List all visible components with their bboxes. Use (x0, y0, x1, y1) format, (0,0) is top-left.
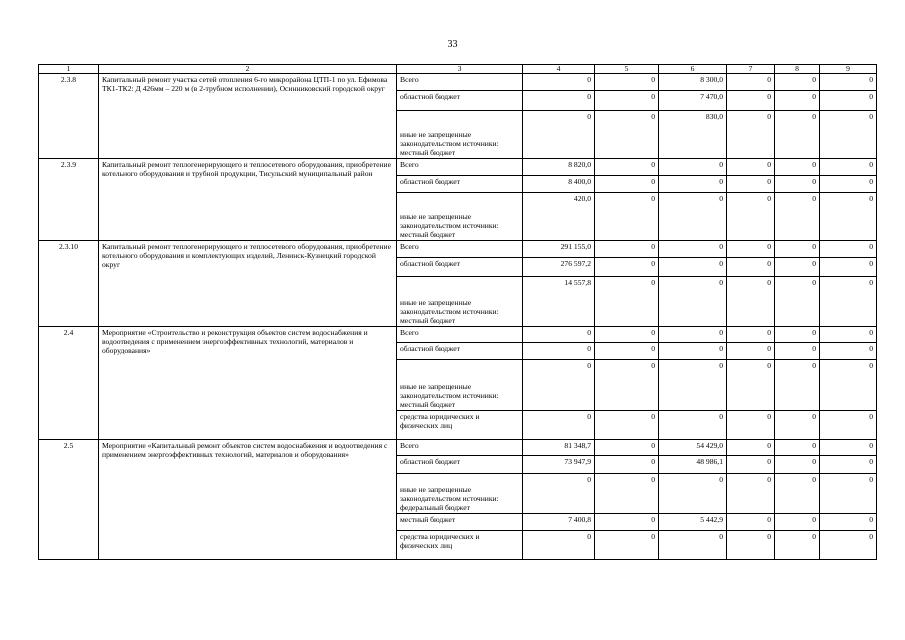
value-cell: 0 (659, 360, 727, 411)
value-cell: 0 (820, 327, 877, 343)
item-code: 2.3.9 (39, 159, 99, 241)
value-cell: 0 (820, 360, 877, 411)
value-cell: 0 (727, 241, 775, 258)
value-cell: 0 (659, 159, 727, 176)
value-cell: 0 (775, 327, 820, 343)
value-cell: 0 (775, 176, 820, 193)
column-header: 9 (820, 65, 877, 74)
value-cell: 0 (820, 176, 877, 193)
value-cell: 291 155,0 (523, 241, 595, 258)
value-cell: 0 (659, 327, 727, 343)
value-cell: 0 (595, 440, 659, 456)
value-cell: 0 (727, 176, 775, 193)
value-cell: 0 (727, 74, 775, 91)
budget-table (38, 64, 877, 560)
value-cell: 0 (820, 474, 877, 514)
value-cell: 0 (595, 360, 659, 411)
value-cell: 8 400,0 (523, 176, 595, 193)
value-cell: 0 (523, 531, 595, 560)
funding-source: средства юридических и физических лиц (397, 411, 523, 440)
value-cell: 276 597,2 (523, 258, 595, 277)
value-cell: 0 (523, 411, 595, 440)
funding-source: местный бюджет (397, 514, 523, 531)
column-header: 1 (39, 65, 99, 74)
value-cell: 0 (523, 343, 595, 360)
value-cell: 0 (659, 176, 727, 193)
value-cell: 0 (775, 277, 820, 327)
funding-source: иные не запрещенные законодательством источники: федеральный бюджет (397, 474, 523, 514)
value-cell: 0 (775, 411, 820, 440)
value-cell: 0 (595, 74, 659, 91)
value-cell: 0 (775, 343, 820, 360)
value-cell: 830,0 (659, 111, 727, 159)
value-cell: 0 (595, 411, 659, 440)
item-name: Капитальный ремонт теплогенерирующего и теплосетевого оборудования, приобретение котельного оборудования и комплектующих изделий, Ленинск-Кузнецкий городской округ (99, 241, 397, 327)
item-code: 2.3.10 (39, 241, 99, 327)
value-cell: 0 (595, 327, 659, 343)
value-cell: 0 (523, 474, 595, 514)
funding-source: областной бюджет (397, 176, 523, 193)
value-cell: 0 (727, 474, 775, 514)
funding-source: средства юридических и физических лиц (397, 531, 523, 560)
value-cell: 0 (595, 111, 659, 159)
value-cell: 0 (820, 111, 877, 159)
item-name: Капитальный ремонт участка сетей отопления 6-го микрорайона ЦТП-1 по ул. Ефимова ТК1-ТК2: Д 426мм – 220 м (в 2-трубном исполнении), Осинниковский городской округ (99, 74, 397, 159)
value-cell: 0 (775, 360, 820, 411)
value-cell: 0 (659, 474, 727, 514)
value-cell: 0 (727, 411, 775, 440)
value-cell: 0 (727, 111, 775, 159)
value-cell: 0 (727, 514, 775, 531)
value-cell: 0 (595, 159, 659, 176)
value-cell: 7 400,8 (523, 514, 595, 531)
value-cell: 0 (775, 456, 820, 474)
value-cell: 0 (659, 411, 727, 440)
table-row (39, 159, 877, 176)
column-header-row (39, 65, 877, 74)
page-number: 33 (447, 39, 458, 50)
value-cell: 0 (523, 360, 595, 411)
value-cell: 0 (775, 258, 820, 277)
value-cell: 0 (523, 111, 595, 159)
value-cell: 48 986,1 (659, 456, 727, 474)
value-cell: 8 820,0 (523, 159, 595, 176)
value-cell: 0 (727, 440, 775, 456)
value-cell: 0 (820, 277, 877, 327)
value-cell: 0 (775, 91, 820, 111)
value-cell: 0 (775, 531, 820, 560)
value-cell: 0 (727, 360, 775, 411)
item-name: Капитальный ремонт теплогенерирующего и теплосетевого оборудования, приобретение котельного оборудования и трубной продукции, Тисульский муниципальный район (99, 159, 397, 241)
value-cell: 0 (727, 327, 775, 343)
table-row (39, 241, 877, 258)
item-code: 2.5 (39, 440, 99, 560)
value-cell: 0 (727, 193, 775, 241)
value-cell: 0 (820, 343, 877, 360)
value-cell: 73 947,9 (523, 456, 595, 474)
value-cell: 0 (727, 343, 775, 360)
value-cell: 0 (727, 159, 775, 176)
value-cell: 0 (820, 241, 877, 258)
value-cell: 0 (659, 343, 727, 360)
value-cell: 0 (820, 193, 877, 241)
value-cell: 0 (727, 277, 775, 327)
value-cell: 0 (595, 277, 659, 327)
table-row (39, 327, 877, 343)
value-cell: 0 (595, 456, 659, 474)
column-header: 8 (775, 65, 820, 74)
value-cell: 0 (775, 514, 820, 531)
value-cell: 0 (727, 456, 775, 474)
value-cell: 420,0 (523, 193, 595, 241)
item-name: Мероприятие «Капитальный ремонт объектов систем водоснабжения и водоотведения с применением энергоэффективных технологий, материалов и оборудования» (99, 440, 397, 560)
value-cell: 0 (595, 531, 659, 560)
value-cell: 0 (775, 159, 820, 176)
funding-source: иные не запрещенные законодательством источники: местный бюджет (397, 193, 523, 241)
value-cell: 0 (659, 277, 727, 327)
funding-source: иные не запрещенные законодательством источники: местный бюджет (397, 360, 523, 411)
funding-source: областной бюджет (397, 343, 523, 360)
value-cell: 0 (595, 241, 659, 258)
value-cell: 0 (820, 411, 877, 440)
table-row (39, 440, 877, 456)
funding-source: Всего (397, 327, 523, 343)
value-cell: 0 (595, 474, 659, 514)
value-cell: 0 (820, 440, 877, 456)
value-cell: 0 (727, 258, 775, 277)
value-cell: 0 (727, 91, 775, 111)
value-cell: 14 557,8 (523, 277, 595, 327)
funding-source: Всего (397, 159, 523, 176)
value-cell: 0 (820, 159, 877, 176)
value-cell: 0 (820, 91, 877, 111)
funding-source: Всего (397, 440, 523, 456)
value-cell: 0 (595, 258, 659, 277)
value-cell: 0 (659, 241, 727, 258)
value-cell: 0 (523, 74, 595, 91)
value-cell: 0 (659, 258, 727, 277)
value-cell: 0 (820, 456, 877, 474)
column-header: 2 (99, 65, 397, 74)
value-cell: 0 (595, 91, 659, 111)
funding-source: иные не запрещенные законодательством источники: местный бюджет (397, 111, 523, 159)
funding-source: областной бюджет (397, 91, 523, 111)
value-cell: 0 (775, 74, 820, 91)
value-cell: 0 (820, 74, 877, 91)
funding-source: областной бюджет (397, 258, 523, 277)
value-cell: 81 348,7 (523, 440, 595, 456)
value-cell: 0 (775, 241, 820, 258)
value-cell: 0 (595, 176, 659, 193)
value-cell: 7 470,0 (659, 91, 727, 111)
value-cell: 0 (659, 193, 727, 241)
value-cell: 5 442,9 (659, 514, 727, 531)
value-cell: 0 (659, 531, 727, 560)
value-cell: 0 (775, 474, 820, 514)
funding-source: Всего (397, 74, 523, 91)
value-cell: 0 (523, 91, 595, 111)
value-cell: 0 (595, 514, 659, 531)
column-header: 7 (727, 65, 775, 74)
value-cell: 54 429,0 (659, 440, 727, 456)
value-cell: 0 (595, 343, 659, 360)
column-header: 6 (659, 65, 727, 74)
funding-source: областной бюджет (397, 456, 523, 474)
item-code: 2.4 (39, 327, 99, 440)
value-cell: 0 (820, 258, 877, 277)
value-cell: 0 (820, 531, 877, 560)
value-cell: 0 (523, 327, 595, 343)
value-cell: 0 (727, 531, 775, 560)
funding-source: иные не запрещенные законодательством источники: местный бюджет (397, 277, 523, 327)
value-cell: 0 (820, 514, 877, 531)
column-header: 4 (523, 65, 595, 74)
item-code: 2.3.8 (39, 74, 99, 159)
value-cell: 8 300,0 (659, 74, 727, 91)
table-row (39, 74, 877, 91)
column-header: 5 (595, 65, 659, 74)
funding-source: Всего (397, 241, 523, 258)
item-name: Мероприятие «Строительство и реконструкция объектов систем водоснабжения и водоотведения с применением энергоэффективных технологий, материалов и оборудования» (99, 327, 397, 440)
value-cell: 0 (775, 440, 820, 456)
value-cell: 0 (595, 193, 659, 241)
value-cell: 0 (775, 193, 820, 241)
value-cell: 0 (775, 111, 820, 159)
column-header: 3 (397, 65, 523, 74)
